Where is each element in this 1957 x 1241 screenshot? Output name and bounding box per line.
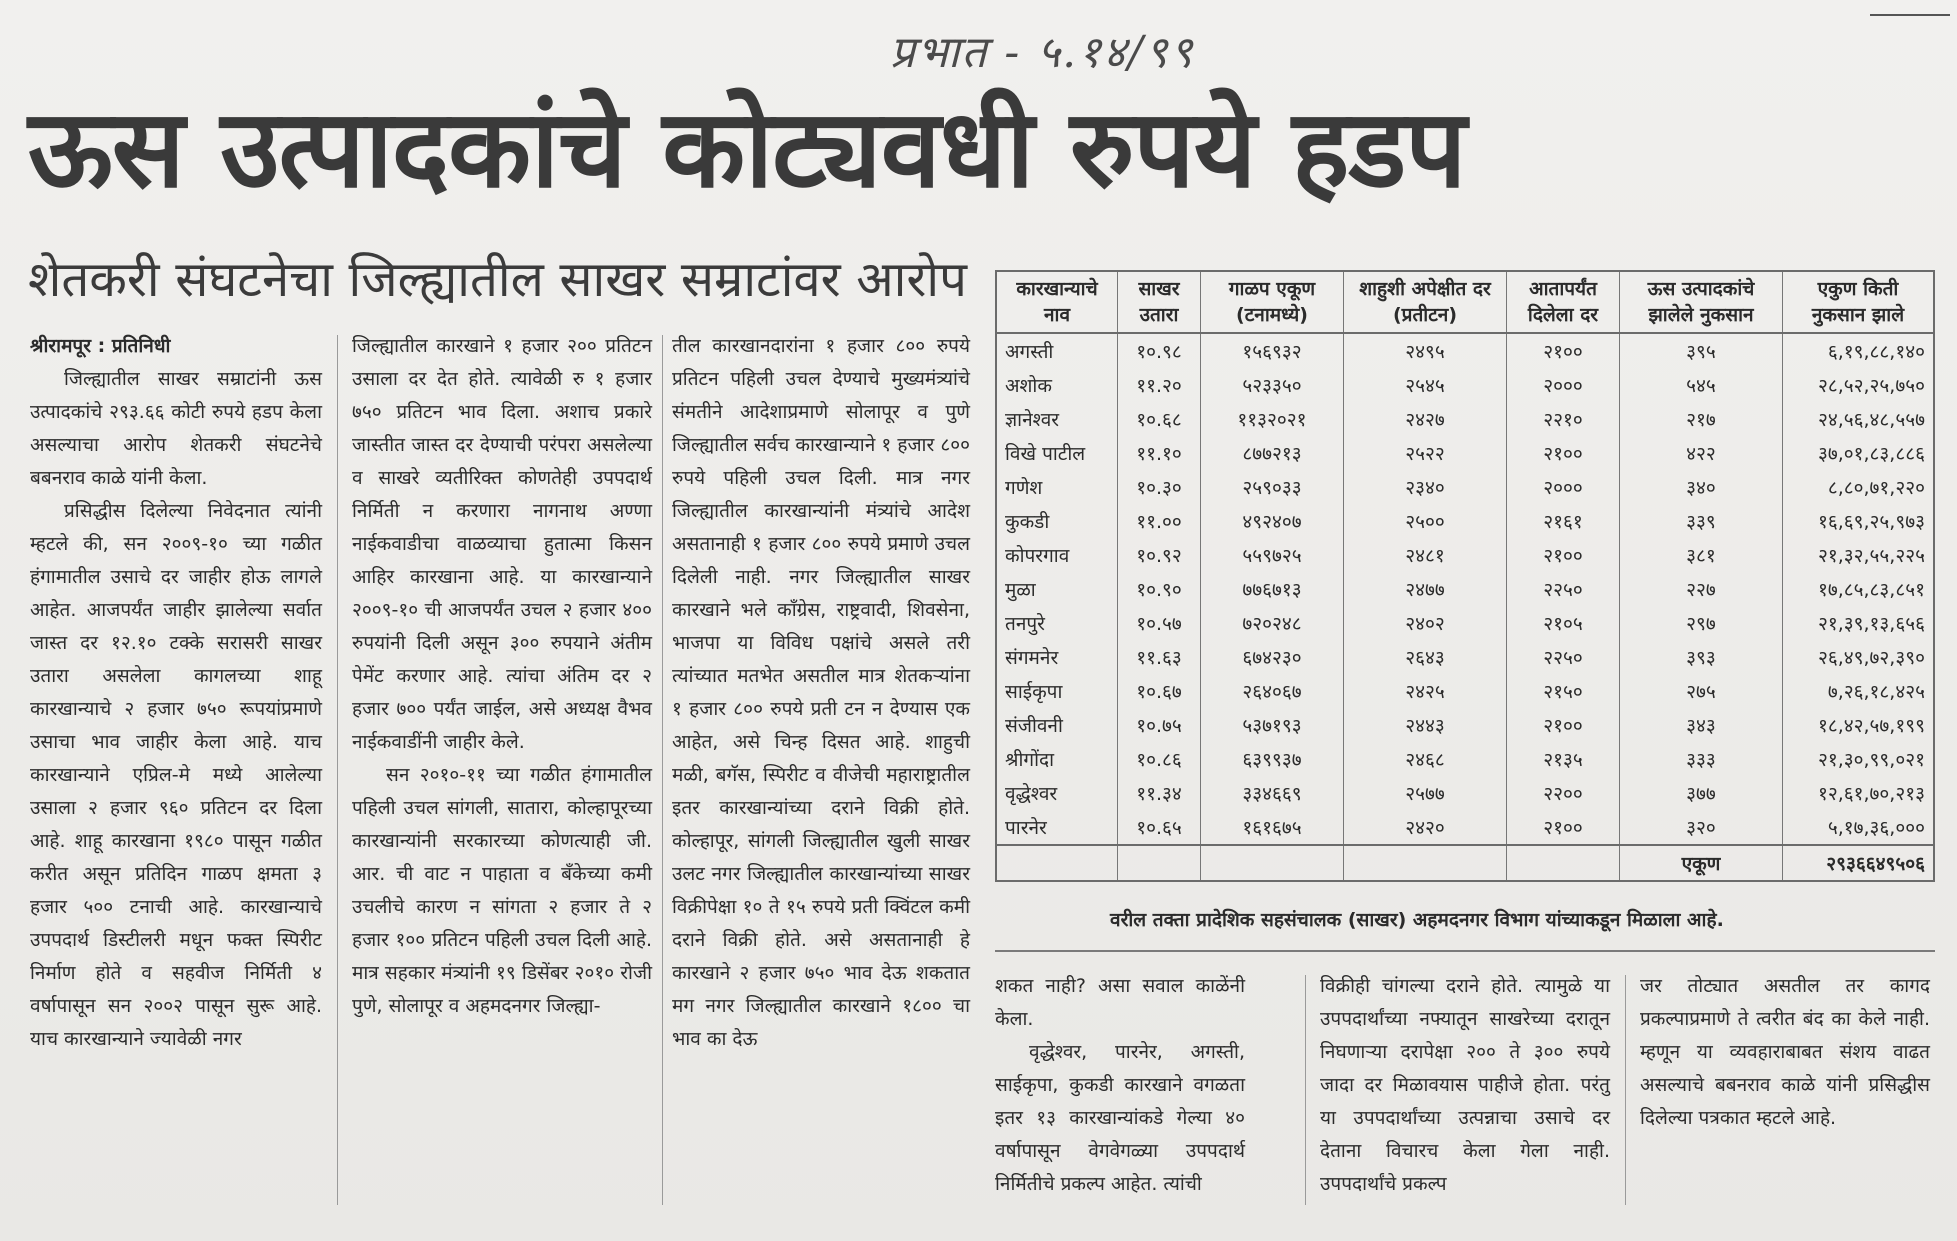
handwritten-date-note: प्रभात - ५.१४/९९ <box>890 27 1195 78</box>
table-cell: २४८१ <box>1344 538 1507 572</box>
column-divider <box>662 335 663 1205</box>
paragraph: जिल्ह्यातील साखर सम्राटांनी ऊस उत्पादकांचे २९३.६६ कोटी रुपये हडप केला असल्याचा आरोप शेतकरी संघटनेचे बबनराव काळे यांनी केला. <box>30 368 322 489</box>
table-row <box>997 674 1933 708</box>
table-cell: ३३३ <box>1620 742 1783 776</box>
table-cell: १०.५७ <box>1118 606 1201 640</box>
table-cell: २४४३ <box>1344 708 1507 742</box>
column-divider <box>1305 975 1306 1205</box>
table-cell: २२०० <box>1507 776 1620 810</box>
table-cell: १०.९० <box>1118 572 1201 606</box>
table-cell: ४९२४०७ <box>1201 504 1344 538</box>
factory-name-cell: संजीवनी <box>997 708 1118 742</box>
total-value: २९३६६४९५०६ <box>1783 845 1934 880</box>
table-cell: २१३५ <box>1507 742 1620 776</box>
table-cell: ३४० <box>1620 470 1783 504</box>
table-cell: ३७,०१,८३,८८६ <box>1817 442 1925 465</box>
table-cell: ११३२०२१ <box>1201 402 1344 436</box>
table-cell: ५४५ <box>1620 368 1783 402</box>
table-cell: १०.६८ <box>1118 402 1201 436</box>
total-label: एकूण <box>1620 845 1783 880</box>
empty-cell <box>1344 845 1507 880</box>
table-cell: ८७७२१३ <box>1201 436 1344 470</box>
table-cell: ७,२६,१८,४२५ <box>1827 680 1925 703</box>
table-row <box>997 402 1933 436</box>
table-cell: २००० <box>1507 368 1620 402</box>
table-cell: २४७७ <box>1344 572 1507 606</box>
col-header-expected-rate: शाहुशी अपेक्षीत दर (प्रतीटन) <box>1344 272 1507 333</box>
paragraph: सन २०१०-११ च्या गळीत हंगामातील पहिली उचल सांगली, सातारा, कोल्हापूरच्या कारखान्यांनी सरकारच्या कोणत्याही जी. आर. ची वाट न पाहाता व बँकेच्या कमी उचलीचे कारण न सांगता २ हजार ते २ हजार १०० प्रतिटन पहिली उचल दिली आहे. मात्र सहकार मंत्र्यांनी १९ डिसेंबर २०१० रोजी पुणे, सोलापूर व अहमदनगर जिल्ह्या- <box>352 764 652 1017</box>
col-header-paid-rate: आतापर्यंत दिलेला दर <box>1507 272 1620 333</box>
table-row <box>997 606 1933 640</box>
table-cell: २००० <box>1507 470 1620 504</box>
factory-name-cell: कुकडी <box>997 504 1118 538</box>
table-cell: ३९३ <box>1620 640 1783 674</box>
paragraph: शकत नाही? असा सवाल काळेंनी केला. <box>995 975 1245 1030</box>
table-cell: २४९५ <box>1344 333 1507 368</box>
table-cell: ३९५ <box>1620 333 1783 368</box>
paragraph: वृद्धेश्वर, पारनेर, अगस्ती, साईकृपा, कुकडी कारखाने वगळता इतर १३ कारखान्यांकडे गेल्या ४० वर्षापासून वेगवेगळ्या उपपदार्थ निर्मितीचे प्रकल्प आहेत. त्यांची <box>995 1041 1245 1195</box>
table-cell: २६४३ <box>1344 640 1507 674</box>
table-cell: १०.९८ <box>1118 333 1201 368</box>
lower-column-2 <box>1320 970 1610 1201</box>
paragraph: प्रसिद्धीस दिलेल्या निवेदनात त्यांनी म्हटले की, सन २००९-१० च्या गळीत हंगामातील उसाचे दर जाहीर होऊ लागले आहेत. आजपर्यंत जाहीर झालेल्या सर्वात जास्त दर १२.१० टक्के सरासरी साखर उतारा असलेला कागलच्या शाहू कारखान्याचे २ हजार ७५० रूपयांप्रमाणे उसाचा भाव जाहीर केला आहे. याच कारखान्याने एप्रिल-मे मध्ये आलेल्या उसाला २ हजार ९६० प्रतिटन दर दिला आहे. शाहू कारखाना १९८० पासून गळीत करीत असून प्रतिदिन गाळप क्षमता ३ हजार ५०० टनाची आहे. कारखान्याचे उपपदार्थ डिस्टीलरी मधून फक्त स्पिरीट निर्माण होते व सहवीज निर्मिती ४ वर्षापासून सन २००२ पासून सुरू आहे. याच कारखान्याने ज्यावेळी नगर <box>30 500 322 1050</box>
col-header-factory: कारखान्याचे नाव <box>997 272 1118 333</box>
paragraph: जिल्ह्यातील कारखाने १ हजार २०० प्रतिटन उसाला दर देत होते. त्यावेळी रु १ हजार ७५० प्रतिटन भाव दिला. अशाच प्रकारे जास्तीत जास्त दर देण्याची परंपरा असलेल्या व साखरे व्यतीरिक्त कोणतेही उपपदार्थ निर्मिती न करणारा नागनाथ अण्णा नाईकवाडीचा वाळव्याचा हुतात्मा किसन आहिर कारखाना आहे. या कारखान्याने २००९-१० ची आजपर्यंत उचल २ हजार ४०० रुपयांनी दिली असून ३०० रुपयाने अंतीम पेमेंट करणार आहे. त्यांचा अंतिम दर २ हजार ७०० पर्यंत जाईल, असे अध्यक्ष वैभव नाईकवाडींनी जाहीर केले. <box>352 335 652 753</box>
table-cell: ११.३४ <box>1118 776 1201 810</box>
factory-name-cell: संगमनेर <box>997 640 1118 674</box>
lower-column-3 <box>1640 970 1930 1135</box>
table-cell: २४६८ <box>1344 742 1507 776</box>
table-cell: १०.७५ <box>1118 708 1201 742</box>
article-column-2 <box>352 330 652 1023</box>
table-cell: २२५० <box>1507 640 1620 674</box>
col-header-recovery: साखर उतारा <box>1118 272 1201 333</box>
table-cell: २१०० <box>1507 436 1620 470</box>
table-row <box>997 538 1933 572</box>
table-cell: ५,१७,३६,००० <box>1827 816 1925 839</box>
empty-cell <box>1118 845 1201 880</box>
loss-table <box>995 270 1935 882</box>
table-cell: ५३७१९३ <box>1201 708 1344 742</box>
table-row <box>997 504 1933 538</box>
article-column-1 <box>30 330 322 1056</box>
table-row <box>997 708 1933 742</box>
lower-column-1 <box>995 970 1245 1201</box>
column-divider <box>337 335 338 1205</box>
table-row <box>997 572 1933 606</box>
table-cell: २१,३०,९९,०२१ <box>1817 748 1925 771</box>
paragraph: जर तोट्यात असतील तर कागद प्रकल्पाप्रमाणे ते त्वरीत बंद का केले नाही. म्हणून या व्यवहाराबाबत संशय वाढत असल्याचे बबनराव काळे यांनी प्रसिद्धीस दिलेल्या पत्रकात म्हटले आहे. <box>1640 975 1930 1129</box>
table-cell: ८,८०,७१,२२० <box>1827 476 1925 499</box>
table-cell: २९७ <box>1620 606 1783 640</box>
table-cell: ७२०२४८ <box>1201 606 1344 640</box>
factory-name-cell: पारनेर <box>997 810 1118 845</box>
table-cell: २१०० <box>1507 708 1620 742</box>
table-cell: ४२२ <box>1620 436 1783 470</box>
table-cell: ११.६३ <box>1118 640 1201 674</box>
table-cell: २५७७ <box>1344 776 1507 810</box>
table-header-row <box>997 272 1933 333</box>
paragraph: विक्रीही चांगल्या दराने होते. त्यामुळे या उपपदार्थांच्या नफ्यातून साखरेच्या दरातून निघणाऱ्या दरापेक्षा २०० ते ३०० रुपये जादा दर मिळावयास पाहीजे होता. परंतु या उपपदार्थांच्या उत्पन्नाचा उसाचे दर देताना विचारच केला गेला नाही. उपपदार्थांचे प्रकल्प <box>1320 975 1610 1195</box>
table-cell: २१६१ <box>1507 504 1620 538</box>
table-row <box>997 333 1933 368</box>
table-cell: २४२५ <box>1344 674 1507 708</box>
factory-name-cell: मुळा <box>997 572 1118 606</box>
table-cell: २१०० <box>1507 810 1620 845</box>
factory-name-cell: तनपुरे <box>997 606 1118 640</box>
byline: श्रीरामपूर : प्रतिनिधी <box>30 335 171 357</box>
table-cell: २२७ <box>1620 572 1783 606</box>
empty-cell <box>1507 845 1620 880</box>
table-cell: ११.०० <box>1118 504 1201 538</box>
table-row <box>997 470 1933 504</box>
column-divider <box>1625 975 1626 1205</box>
table-cell: ६७४२३० <box>1201 640 1344 674</box>
table-cell: २१०५ <box>1507 606 1620 640</box>
table-cell: ११.१० <box>1118 436 1201 470</box>
table-cell: १०.६७ <box>1118 674 1201 708</box>
table-cell: २५०० <box>1344 504 1507 538</box>
col-header-loss-per-ton: ऊस उत्पादकांचे झालेले नुकसान <box>1620 272 1783 333</box>
table-cell: १७,८५,८३,८५१ <box>1817 578 1925 601</box>
table-row <box>997 776 1933 810</box>
corner-mark <box>1870 14 1950 16</box>
factory-name-cell: विखे पाटील <box>997 436 1118 470</box>
table-cell: २१५० <box>1507 674 1620 708</box>
table-cell: २२१० <box>1507 402 1620 436</box>
factory-name-cell: श्रीगोंदा <box>997 742 1118 776</box>
table-cell: २१०० <box>1507 538 1620 572</box>
table-cell: १६१६७५ <box>1201 810 1344 845</box>
table-cell: ३८१ <box>1620 538 1783 572</box>
factory-name-cell: गणेश <box>997 470 1118 504</box>
table-cell: १२,६१,७०,२१३ <box>1817 782 1925 805</box>
table-cell: २३४० <box>1344 470 1507 504</box>
table-cell: २५२२ <box>1344 436 1507 470</box>
table-row <box>997 742 1933 776</box>
empty-cell <box>1201 845 1344 880</box>
table-caption: वरील तक्ता प्रादेशिक सहसंचालक (साखर) अहमदनगर विभाग यांच्याकडून मिळाला आहे. <box>1110 909 1724 931</box>
factory-name-cell: वृद्धेश्वर <box>997 776 1118 810</box>
table-cell: १५६९३२ <box>1201 333 1344 368</box>
col-header-total-loss: एकुण किती नुकसान झाले <box>1783 272 1934 333</box>
table-cell: २८,५२,२५,७५० <box>1817 375 1925 397</box>
table-cell: २१,३२,५५,२२५ <box>1817 544 1925 567</box>
factory-name-cell: कोपरगाव <box>997 538 1118 572</box>
table-total-row <box>997 845 1933 880</box>
article-column-3 <box>672 330 970 1056</box>
table-cell: २२५० <box>1507 572 1620 606</box>
table-cell: ६३९९३७ <box>1201 742 1344 776</box>
table-cell: २५४५ <box>1344 368 1507 402</box>
table-cell: १६,६९,२५,९७३ <box>1817 510 1925 533</box>
table-cell: २४,५६,४८,५५७ <box>1817 408 1925 431</box>
factory-name-cell: अशोक <box>997 368 1118 402</box>
table-row <box>997 810 1933 845</box>
table-cell: ६,१९,८८,१४० <box>1827 341 1925 363</box>
table-cell: २१७ <box>1620 402 1783 436</box>
table-cell: २४०२ <box>1344 606 1507 640</box>
table-cell: २४२७ <box>1344 402 1507 436</box>
headline: ऊस उत्पादकांचे कोट्यवधी रुपये हडप <box>28 87 1466 212</box>
section-rule <box>995 950 1935 952</box>
factory-name-cell: अगस्ती <box>997 333 1118 368</box>
table-cell: ३७७ <box>1620 776 1783 810</box>
table-cell: ११.२० <box>1118 368 1201 402</box>
table-cell: २६४०६७ <box>1201 674 1344 708</box>
table-cell: ३३९ <box>1620 504 1783 538</box>
table-cell: ५२३३५० <box>1201 368 1344 402</box>
paragraph: तील कारखानदारांना १ हजार ८०० रुपये प्रतिटन पहिली उचल देण्याचे मुख्यमंत्र्यांचे संमतीने आदेशाप्रमाणे सोलापूर व पुणे जिल्ह्यातील सर्वच कारखान्याने १ हजार ८०० रुपये पहिली उचल दिली. मात्र नगर जिल्ह्यातील कारखान्यांनी मंत्र्यांचे आदेश असतानाही १ हजार ८०० रुपये प्रमाणे उचल दिलेली नाही. नगर जिल्ह्यातील साखर कारखाने भले काँग्रेस, राष्ट्रवादी, शिवसेना, भाजपा या विविध पक्षांचे असले तरी त्यांच्यात मतभेत असतील मात्र शेतकऱ्यांना १ हजार ८०० रुपये प्रती टन न देण्यास एक आहेत, असे चिन्ह दिसत आहे. शाहुची मळी, बगॅस, स्पिरीट व वीजेची महाराष्ट्रातील इतर कारखान्यांच्या दराने विक्री होते. कोल्हापूर, सांगली जिल्ह्यातील खुली साखर उलट नगर जिल्ह्यातील कारखान्यांच्या साखर विक्रीपेक्षा १० ते १५ रुपये प्रती क्विंटल कमी दराने विक्री होते. असे असतानाही हे कारखाने २ हजार ७५० भाव देऊ शकतात मग नगर जिल्ह्यातील कारखाने १८०० चा भाव का देऊ <box>672 335 970 1050</box>
table-cell: २६,४९,७२,३९० <box>1817 646 1925 669</box>
factory-name-cell: ज्ञानेश्वर <box>997 402 1118 436</box>
table-cell: ३३४६६९ <box>1201 776 1344 810</box>
table-row <box>997 640 1933 674</box>
table-cell: १०.६५ <box>1118 810 1201 845</box>
empty-cell <box>997 845 1118 880</box>
table-cell: ३२० <box>1620 810 1783 845</box>
col-header-crushing: गाळप एकूण (टनामध्ये) <box>1201 272 1344 333</box>
table-cell: २५९०३३ <box>1201 470 1344 504</box>
table-row <box>997 368 1933 402</box>
table-cell: ३४३ <box>1620 708 1783 742</box>
table-cell: १०.९२ <box>1118 538 1201 572</box>
table-cell: २१०० <box>1507 333 1620 368</box>
table-cell: १०.८६ <box>1118 742 1201 776</box>
table-cell: २४२० <box>1344 810 1507 845</box>
table-cell: २१,३९,१३,६५६ <box>1817 612 1925 635</box>
table-cell: १८,४२,५७,१९९ <box>1817 714 1925 737</box>
factory-name-cell: साईकृपा <box>997 674 1118 708</box>
table-row <box>997 436 1933 470</box>
table-cell: ५५९७२५ <box>1201 538 1344 572</box>
table-cell: १०.३० <box>1118 470 1201 504</box>
table-cell: ७७६७१३ <box>1201 572 1344 606</box>
subheadline: शेतकरी संघटनेचा जिल्ह्यातील साखर सम्राटांवर आरोप <box>28 251 967 308</box>
table-cell: २७५ <box>1620 674 1783 708</box>
